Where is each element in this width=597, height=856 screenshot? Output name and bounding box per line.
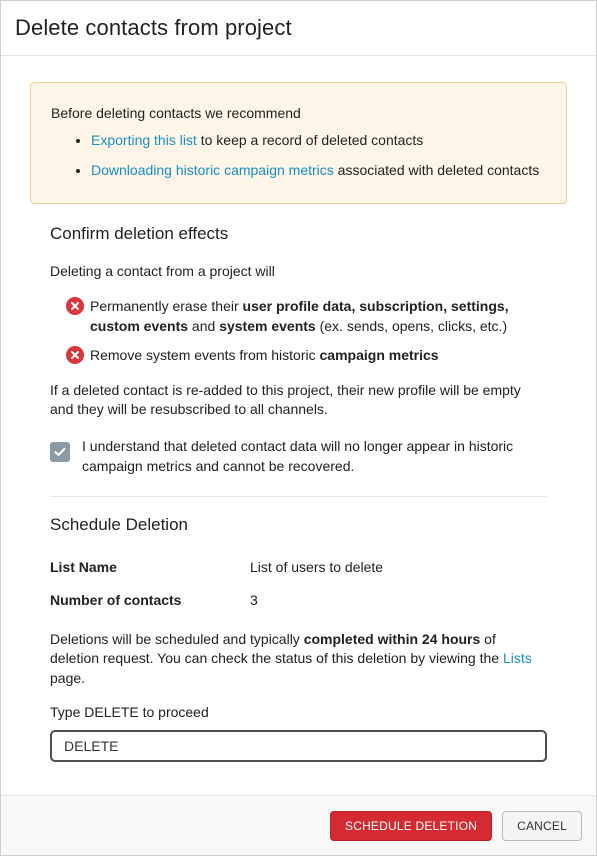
schedule-note-bold: completed within 24 hours [303, 630, 481, 647]
schedule-note [50, 630, 547, 689]
effect-text-part: (ex. sends, opens, clicks, etc.) [315, 317, 508, 334]
readd-note: If a deleted contact is re-added to this project, their new profile will be empty and they will be resubscribed to all channels. [50, 381, 521, 417]
x-circle-icon [66, 346, 84, 364]
cancel-button[interactable]: CANCEL [502, 811, 582, 841]
recommendation-list [51, 131, 546, 179]
recommendation-item-metrics [91, 161, 546, 179]
contact-count-row [50, 590, 547, 610]
modal-body [1, 56, 596, 762]
download-metrics-link[interactable]: Downloading historic campaign metrics [91, 162, 334, 178]
modal-header [1, 1, 596, 56]
schedule-section-title: Schedule Deletion [50, 514, 188, 534]
schedule-note-part: page. [50, 669, 86, 686]
lists-page-link[interactable]: Lists [502, 650, 532, 666]
effect-text-part: Remove system events from historic [90, 346, 320, 363]
effect-text-erase [90, 296, 547, 336]
acknowledge-label[interactable]: I understand that deleted contact data will no longer appear in historic campaign metrics and cannot be recovered. [82, 437, 514, 474]
checkmark-icon [54, 447, 66, 457]
contact-count-value: 3 [250, 591, 258, 608]
modal-title: Delete contacts from project [15, 15, 292, 40]
schedule-note-part: Deletions will be scheduled and typically [50, 630, 304, 647]
effect-text-part: and [188, 317, 220, 334]
effect-item-remove-events [66, 345, 547, 365]
effect-text-bold: campaign metrics [319, 346, 439, 363]
delete-confirm-input[interactable] [50, 730, 547, 762]
confirm-section [30, 224, 567, 762]
section-divider [50, 496, 547, 497]
effect-item-erase [66, 296, 547, 336]
acknowledge-checkbox[interactable] [50, 442, 70, 462]
recommendation-notice [30, 82, 567, 204]
list-name-label: List Name [50, 558, 117, 575]
delete-confirm-label: Type DELETE to proceed [50, 704, 209, 720]
list-name-value: List of users to delete [250, 558, 384, 575]
contact-count-label: Number of contacts [50, 591, 182, 608]
modal-footer [1, 795, 596, 855]
confirm-section-title: Confirm deletion effects [50, 224, 229, 243]
x-circle-icon [66, 297, 84, 315]
recommendation-item-text: to keep a record of deleted contacts [196, 132, 424, 148]
effect-text-remove-events [90, 345, 439, 365]
confirm-intro: Deleting a contact from a project will [50, 263, 275, 279]
recommendation-intro: Before deleting contacts we recommend [51, 105, 301, 121]
effect-text-bold: user profile data, subscription, settings, custom events [90, 297, 509, 334]
recommendation-item-export [91, 131, 546, 149]
effect-text-bold: system events [219, 317, 316, 334]
export-list-link[interactable]: Exporting this list [91, 132, 197, 148]
schedule-deletion-button[interactable]: SCHEDULE DELETION [330, 811, 492, 841]
recommendation-item-text: associated with deleted contacts [333, 162, 540, 178]
effect-text-part: Permanently erase their [90, 297, 243, 314]
acknowledge-row[interactable] [50, 436, 547, 476]
list-name-row [50, 557, 547, 577]
schedule-note-part: of deletion request. You can check the status of this deletion by viewing the [50, 630, 503, 666]
